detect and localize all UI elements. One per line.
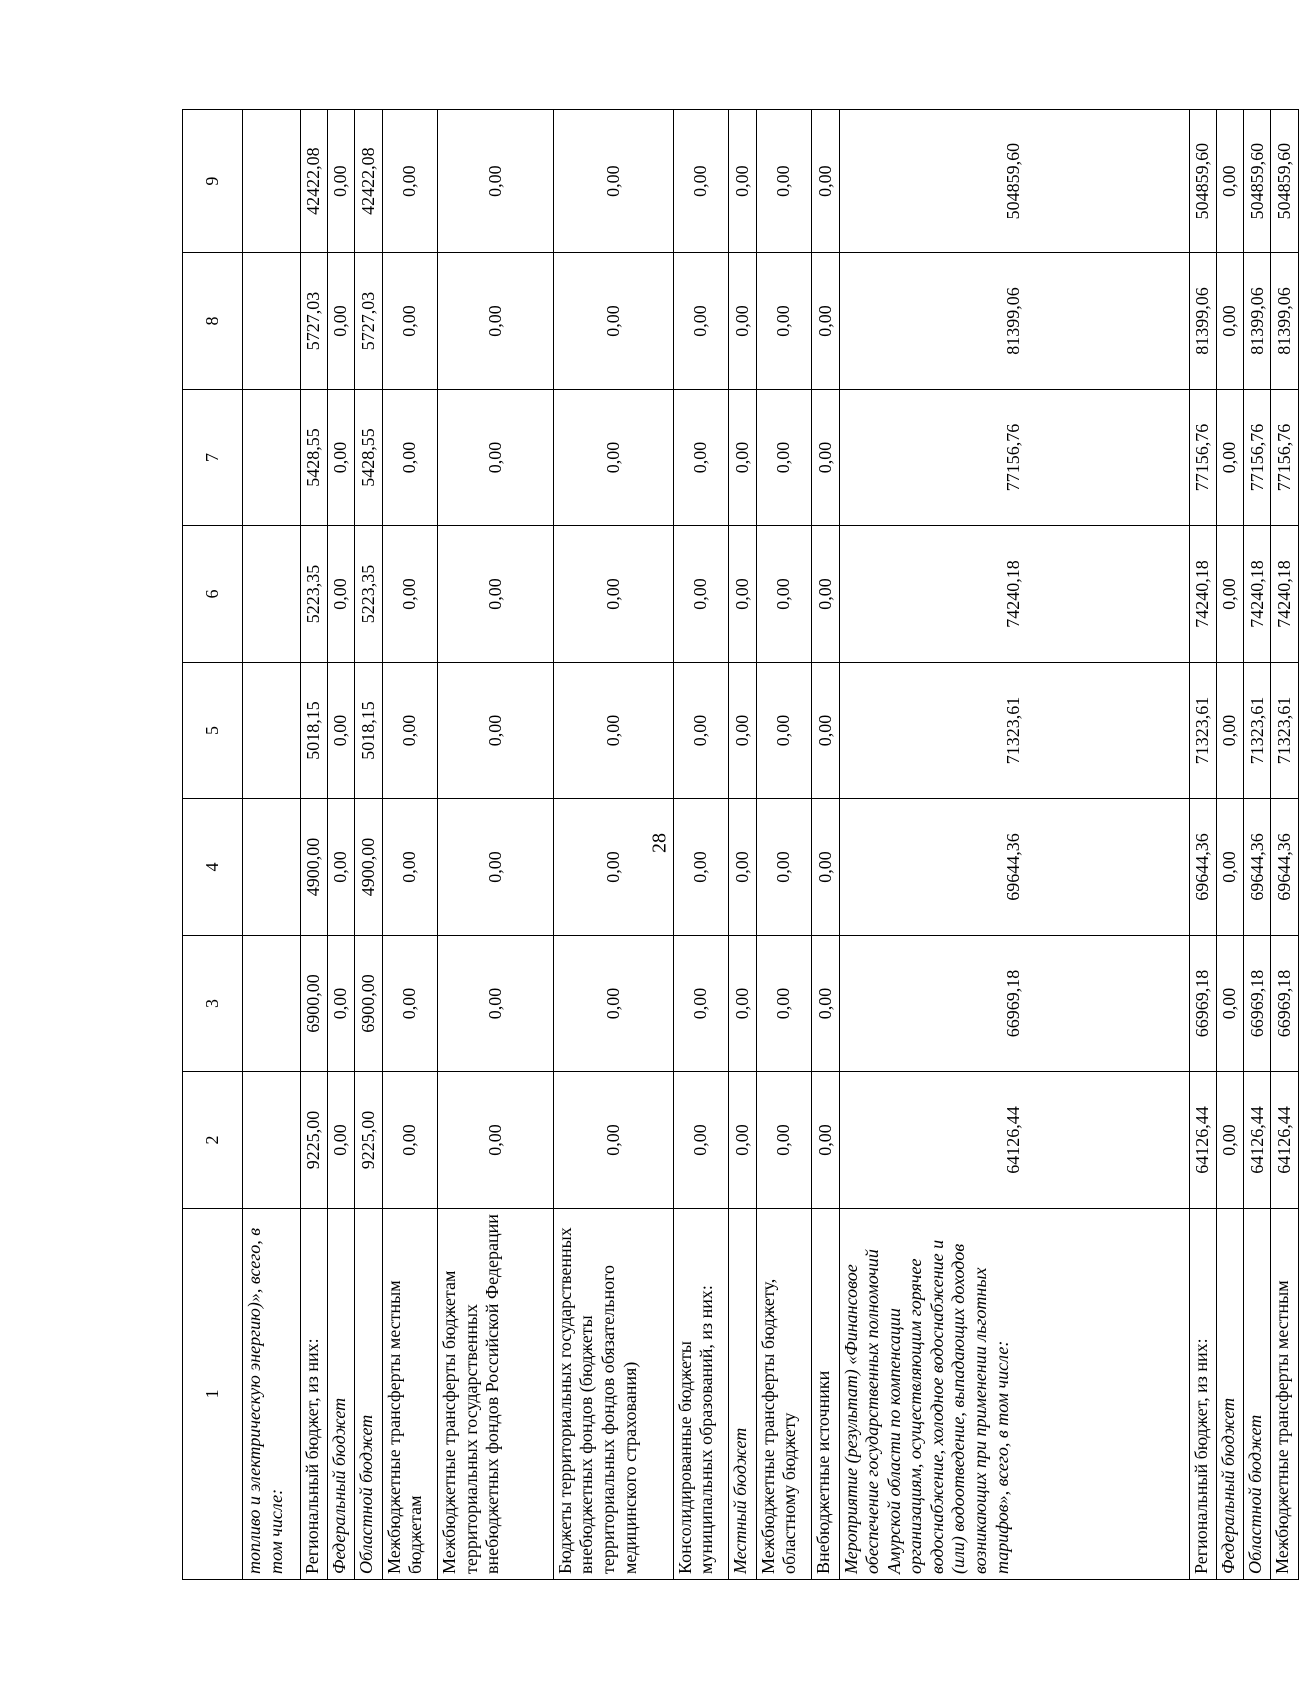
column-header: 3: [183, 935, 243, 1072]
value-cell: 77156,76: [1244, 389, 1271, 526]
value-cell: 0,00: [328, 935, 355, 1072]
value-cell: 0,00: [756, 110, 812, 253]
table-row: [839, 110, 1189, 1580]
value-cell: 77156,76: [1189, 389, 1216, 526]
value-cell: 0,00: [756, 253, 812, 390]
page-number: 28: [648, 833, 671, 853]
value-cell: 0,00: [812, 1072, 839, 1209]
value-cell: 0,00: [812, 799, 839, 936]
table-row: [438, 110, 554, 1580]
value-cell: 5727,03: [300, 253, 327, 390]
value-cell: 66969,18: [1189, 935, 1216, 1072]
value-cell: 64126,44: [1271, 1072, 1299, 1209]
value-cell: 504859,60: [1271, 110, 1299, 253]
value-cell: 0,00: [1216, 253, 1243, 390]
value-cell: 0,00: [756, 799, 812, 936]
value-cell: 0,00: [438, 935, 554, 1072]
column-header: 1: [183, 1208, 243, 1579]
value-cell: 4900,00: [355, 799, 382, 936]
value-cell: 71323,61: [1189, 662, 1216, 799]
row-label: Областной бюджет: [1244, 1208, 1271, 1579]
row-label: Межбюджетные трансферты местным: [1271, 1208, 1299, 1579]
value-cell: 6900,00: [355, 935, 382, 1072]
value-cell: 42422,08: [355, 110, 382, 253]
value-cell: 0,00: [553, 935, 673, 1072]
value-cell: 0,00: [729, 110, 756, 253]
value-cell: 74240,18: [839, 526, 1189, 663]
value-cell: 42422,08: [300, 110, 327, 253]
value-cell: 0,00: [756, 1072, 812, 1209]
value-cell: 0,00: [553, 110, 673, 253]
value-cell: 71323,61: [1244, 662, 1271, 799]
value-cell: 0,00: [1216, 935, 1243, 1072]
value-cell: 6900,00: [300, 935, 327, 1072]
value-cell: 0,00: [673, 799, 729, 936]
value-cell: 5223,35: [300, 526, 327, 663]
value-cell: [243, 389, 301, 526]
table-row: [328, 110, 355, 1580]
table-row: [243, 110, 301, 1580]
value-cell: 0,00: [328, 662, 355, 799]
value-cell: 0,00: [382, 662, 438, 799]
value-cell: 0,00: [756, 389, 812, 526]
value-cell: [243, 1072, 301, 1209]
value-cell: 0,00: [382, 1072, 438, 1209]
value-cell: 0,00: [673, 1072, 729, 1209]
value-cell: 9225,00: [355, 1072, 382, 1209]
value-cell: 5018,15: [355, 662, 382, 799]
table-row: [355, 110, 382, 1580]
value-cell: 0,00: [438, 799, 554, 936]
value-cell: 9225,00: [300, 1072, 327, 1209]
value-cell: 5428,55: [355, 389, 382, 526]
value-cell: 81399,06: [839, 253, 1189, 390]
table-body: [243, 110, 1299, 1580]
column-header: 7: [183, 389, 243, 526]
value-cell: 0,00: [729, 662, 756, 799]
row-label: Федеральный бюджет: [1216, 1208, 1243, 1579]
value-cell: [243, 935, 301, 1072]
row-label: Областной бюджет: [355, 1208, 382, 1579]
row-label: Консолидированные бюджеты муниципальных образований, из них:: [673, 1208, 729, 1579]
value-cell: 81399,06: [1244, 253, 1271, 390]
table-row: [553, 110, 673, 1580]
value-cell: 0,00: [438, 253, 554, 390]
value-cell: 0,00: [812, 253, 839, 390]
value-cell: 0,00: [553, 662, 673, 799]
table-row: [382, 110, 438, 1580]
value-cell: 504859,60: [1244, 110, 1271, 253]
table-row: [756, 110, 812, 1580]
value-cell: 0,00: [328, 799, 355, 936]
value-cell: 0,00: [553, 389, 673, 526]
value-cell: 0,00: [1216, 1072, 1243, 1209]
table-row: [1189, 110, 1216, 1580]
row-label: Межбюджетные трансферты бюджетам территориальных государственных внебюджетных фондов Российской Федерации: [438, 1208, 554, 1579]
value-cell: 0,00: [328, 526, 355, 663]
value-cell: 0,00: [673, 526, 729, 663]
column-header: 5: [183, 662, 243, 799]
value-cell: 0,00: [756, 662, 812, 799]
value-cell: 74240,18: [1244, 526, 1271, 663]
value-cell: 69644,36: [1189, 799, 1216, 936]
value-cell: 0,00: [673, 253, 729, 390]
table-row: [1271, 110, 1299, 1580]
value-cell: 74240,18: [1189, 526, 1216, 663]
table-row: [673, 110, 729, 1580]
value-cell: 71323,61: [1271, 662, 1299, 799]
value-cell: 0,00: [729, 799, 756, 936]
value-cell: 0,00: [382, 799, 438, 936]
value-cell: 0,00: [328, 1072, 355, 1209]
value-cell: 0,00: [812, 526, 839, 663]
column-header: 6: [183, 526, 243, 663]
value-cell: 0,00: [1216, 662, 1243, 799]
row-label: Местный бюджет: [729, 1208, 756, 1579]
value-cell: 0,00: [553, 799, 673, 936]
value-cell: 69644,36: [1244, 799, 1271, 936]
row-label: топливо и электрическую энергию)», всего, в том числе:: [243, 1208, 301, 1579]
value-cell: 0,00: [729, 389, 756, 526]
value-cell: 81399,06: [1271, 253, 1299, 390]
table-row: [812, 110, 839, 1580]
value-cell: 81399,06: [1189, 253, 1216, 390]
table-row: [300, 110, 327, 1580]
value-cell: 0,00: [729, 253, 756, 390]
value-cell: 5428,55: [300, 389, 327, 526]
value-cell: 0,00: [673, 389, 729, 526]
row-label: Межбюджетные трансферты бюджету, областному бюджету: [756, 1208, 812, 1579]
row-label: Региональный бюджет, из них:: [300, 1208, 327, 1579]
value-cell: 0,00: [812, 935, 839, 1072]
value-cell: 0,00: [438, 1072, 554, 1209]
value-cell: 77156,76: [1271, 389, 1299, 526]
value-cell: 5018,15: [300, 662, 327, 799]
value-cell: 0,00: [812, 389, 839, 526]
budget-table: [182, 109, 1299, 1580]
value-cell: 0,00: [673, 110, 729, 253]
value-cell: 0,00: [553, 1072, 673, 1209]
value-cell: [243, 526, 301, 663]
value-cell: 71323,61: [839, 662, 1189, 799]
value-cell: 0,00: [438, 389, 554, 526]
value-cell: 0,00: [673, 935, 729, 1072]
value-cell: [243, 110, 301, 253]
value-cell: 0,00: [328, 253, 355, 390]
value-cell: 0,00: [382, 389, 438, 526]
value-cell: 64126,44: [1189, 1072, 1216, 1209]
value-cell: 64126,44: [839, 1072, 1189, 1209]
value-cell: [243, 662, 301, 799]
value-cell: 69644,36: [839, 799, 1189, 936]
value-cell: 0,00: [382, 935, 438, 1072]
value-cell: [243, 799, 301, 936]
table-row: [729, 110, 756, 1580]
value-cell: 0,00: [438, 110, 554, 253]
value-cell: 77156,76: [839, 389, 1189, 526]
value-cell: 0,00: [382, 253, 438, 390]
row-label: Бюджеты территориальных государственных внебюджетных фондов (бюджеты территориальных фондов обязательного медицинского страхования): [553, 1208, 673, 1579]
row-label: Региональный бюджет, из них:: [1189, 1208, 1216, 1579]
rotated-table-wrapper: [182, 109, 1299, 1580]
row-label: Федеральный бюджет: [328, 1208, 355, 1579]
value-cell: 0,00: [1216, 389, 1243, 526]
table-row: [1216, 110, 1243, 1580]
value-cell: 0,00: [553, 526, 673, 663]
value-cell: 0,00: [673, 662, 729, 799]
value-cell: 66969,18: [1271, 935, 1299, 1072]
value-cell: 0,00: [382, 110, 438, 253]
value-cell: 0,00: [756, 935, 812, 1072]
value-cell: 504859,60: [1189, 110, 1216, 253]
value-cell: 0,00: [438, 662, 554, 799]
value-cell: 0,00: [729, 1072, 756, 1209]
value-cell: 5223,35: [355, 526, 382, 663]
column-header: 9: [183, 110, 243, 253]
value-cell: 64126,44: [1244, 1072, 1271, 1209]
value-cell: 0,00: [328, 110, 355, 253]
column-header: 2: [183, 1072, 243, 1209]
row-label: Межбюджетные трансферты местным бюджетам: [382, 1208, 438, 1579]
value-cell: 5727,03: [355, 253, 382, 390]
row-label: Внебюджетные источники: [812, 1208, 839, 1579]
value-cell: 0,00: [438, 526, 554, 663]
value-cell: 69644,36: [1271, 799, 1299, 936]
value-cell: 74240,18: [1271, 526, 1299, 663]
value-cell: 0,00: [1216, 110, 1243, 253]
row-label: Мероприятие (результат) «Финансовое обеспечение государственных полномочий Амурской области по компенсации организациям, осуществляющим горячее водоснабжение, холодное водоснабжение и (или) водоотведение, выпадающих доходов возникающих при применении льготных тарифов», всего, в том числе:: [839, 1208, 1189, 1579]
value-cell: 0,00: [382, 526, 438, 663]
value-cell: 4900,00: [300, 799, 327, 936]
value-cell: 504859,60: [839, 110, 1189, 253]
column-header: 4: [183, 799, 243, 936]
value-cell: 0,00: [812, 110, 839, 253]
column-header: 8: [183, 253, 243, 390]
value-cell: 0,00: [328, 389, 355, 526]
value-cell: 66969,18: [1244, 935, 1271, 1072]
value-cell: 0,00: [756, 526, 812, 663]
value-cell: 0,00: [553, 253, 673, 390]
table-row: [1244, 110, 1271, 1580]
header-row: [183, 110, 243, 1580]
value-cell: [243, 253, 301, 390]
value-cell: 0,00: [1216, 526, 1243, 663]
value-cell: 0,00: [812, 662, 839, 799]
value-cell: 0,00: [1216, 799, 1243, 936]
value-cell: 0,00: [729, 935, 756, 1072]
value-cell: 0,00: [729, 526, 756, 663]
value-cell: 66969,18: [839, 935, 1189, 1072]
